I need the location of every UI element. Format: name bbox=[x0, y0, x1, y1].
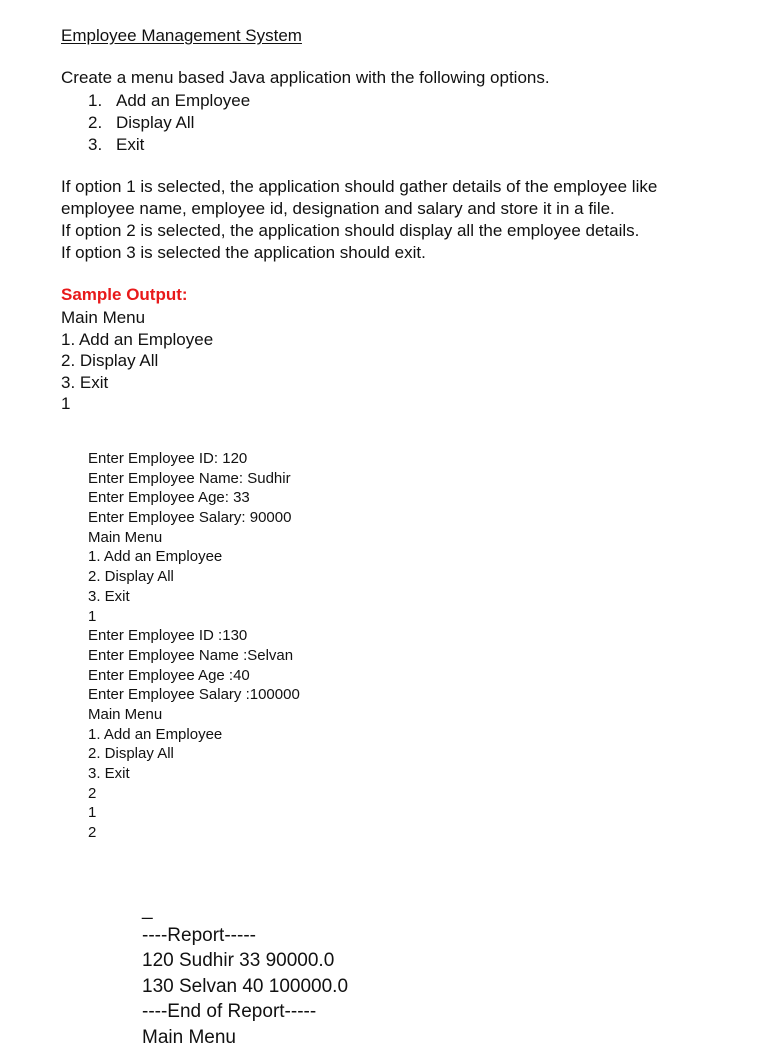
report-line: ----Report----- bbox=[142, 923, 348, 949]
option-label: Exit bbox=[116, 135, 144, 154]
option-item bbox=[88, 134, 250, 156]
description-line: employee name, employee id, designation and salary and store it in a file. bbox=[61, 198, 657, 220]
description-line: If option 2 is selected, the application should display all the employee details. bbox=[61, 220, 657, 242]
option-number: 3. bbox=[88, 134, 116, 156]
console-line: 3. Exit bbox=[88, 764, 300, 784]
console-line: Enter Employee Age: 33 bbox=[88, 488, 300, 508]
report-line: 130 Selvan 40 100000.0 bbox=[142, 974, 348, 1000]
console-line: Enter Employee Age :40 bbox=[88, 666, 300, 686]
console-line: 3. Exit bbox=[61, 372, 213, 394]
console-line: 2. Display All bbox=[88, 744, 300, 764]
sample-output-heading: Sample Output: bbox=[61, 285, 188, 305]
console-line: Main Menu bbox=[88, 528, 300, 548]
report-line: 120 Sudhir 33 90000.0 bbox=[142, 948, 348, 974]
document-title: Employee Management System bbox=[61, 26, 302, 46]
console-line: Enter Employee ID: 120 bbox=[88, 449, 300, 469]
option-number: 2. bbox=[88, 112, 116, 134]
console-line: 2 bbox=[88, 784, 300, 804]
console-line: Main Menu bbox=[88, 705, 300, 725]
description-line: If option 1 is selected, the application should gather details of the employee like bbox=[61, 176, 657, 198]
console-output-body bbox=[88, 449, 300, 843]
console-line: 1. Add an Employee bbox=[61, 329, 213, 351]
option-item bbox=[88, 112, 250, 134]
report-output bbox=[142, 897, 348, 1050]
console-line: Enter Employee Salary :100000 bbox=[88, 685, 300, 705]
console-line: Main Menu bbox=[61, 307, 213, 329]
console-line: 2. Display All bbox=[88, 567, 300, 587]
console-line: Enter Employee Name: Sudhir bbox=[88, 469, 300, 489]
option-number: 1. bbox=[88, 90, 116, 112]
report-line: Main Menu bbox=[142, 1025, 348, 1050]
console-line: 1 bbox=[88, 803, 300, 823]
report-line: ----End of Report----- bbox=[142, 999, 348, 1025]
console-line: 3. Exit bbox=[88, 587, 300, 607]
console-line: Enter Employee Salary: 90000 bbox=[88, 508, 300, 528]
intro-paragraph: Create a menu based Java application with the following options. bbox=[61, 68, 550, 88]
report-line: _ bbox=[142, 897, 348, 923]
description-paragraph bbox=[61, 176, 657, 264]
console-line: 2 bbox=[88, 823, 300, 843]
console-line: Enter Employee Name :Selvan bbox=[88, 646, 300, 666]
option-label: Add an Employee bbox=[116, 91, 250, 110]
console-output-top bbox=[61, 307, 213, 415]
description-line: If option 3 is selected the application should exit. bbox=[61, 242, 657, 264]
console-line: Enter Employee ID :130 bbox=[88, 626, 300, 646]
console-line: 1 bbox=[61, 393, 213, 415]
console-line: 1. Add an Employee bbox=[88, 725, 300, 745]
console-line: 1 bbox=[88, 607, 300, 627]
console-line: 1. Add an Employee bbox=[88, 547, 300, 567]
options-list bbox=[88, 90, 250, 156]
option-item bbox=[88, 90, 250, 112]
option-label: Display All bbox=[116, 113, 194, 132]
console-line: 2. Display All bbox=[61, 350, 213, 372]
